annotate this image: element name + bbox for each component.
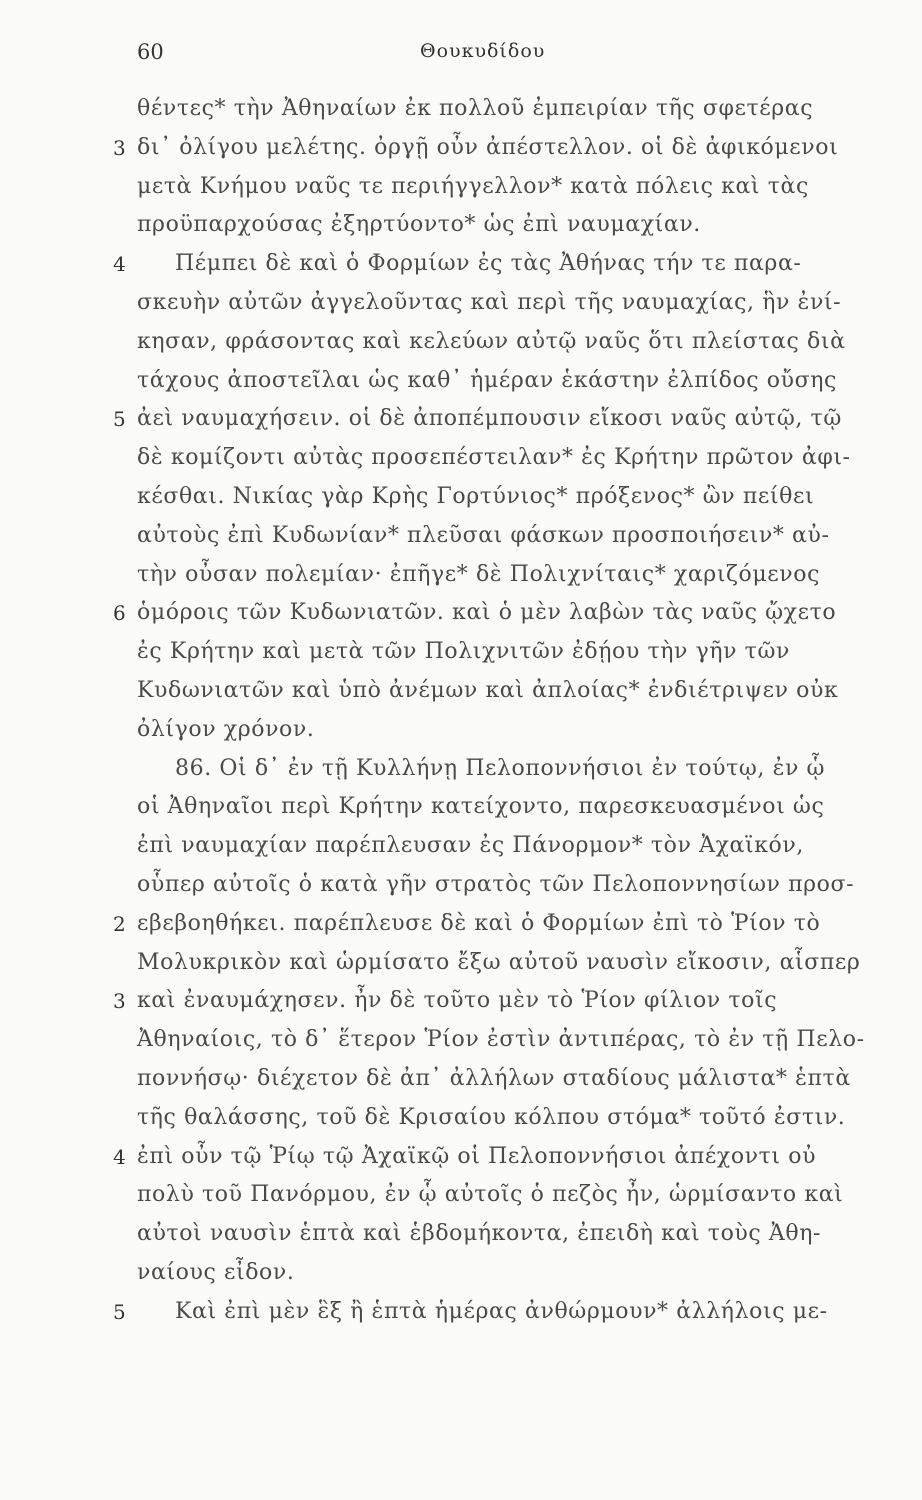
text-line [0, 866, 922, 905]
line-text: 86. Οἱ δ᾽ ἐν τῇ Κυλλήνῃ Πελοποννήσιοι ἐν τούτῳ, ἐν ᾧ [175, 755, 826, 781]
text-line [0, 711, 922, 750]
text-line [0, 400, 922, 439]
line-text: ἀεὶ ναυμαχήσειν. οἱ δὲ ἀποπέμπουσιν εἴκοσι ναῦς αὐτῷ, τῷ [137, 406, 842, 432]
text-line [0, 750, 922, 789]
line-text: δὲ κομίζοντι αὐτὰς προσεπέστειλαν* ἐς Κρήτην πρῶτον ἀφι- [137, 445, 851, 471]
text-line [0, 284, 922, 323]
text-line [0, 594, 922, 633]
text-line [0, 827, 922, 866]
line-text: πολὺ τοῦ Πανόρμου, ἐν ᾧ αὐτοῖς ὁ πεζὸς ἦν, ὡρμίσαντο καὶ [137, 1182, 844, 1208]
line-text: καὶ ἐναυμάχησεν. ἦν δὲ τοῦτο μὲν τὸ Ῥίον φίλιον τοῖς [137, 988, 778, 1014]
line-text: ὀλίγον χρόνον. [137, 716, 315, 742]
line-text: αὐτοὺς ἐπὶ Κυδωνίαν* πλεῦσαι φάσκων προσποιήσειν* αὐ- [137, 522, 830, 548]
line-text: εβεβοηθήκει. παρέπλευσε δὲ καὶ ὁ Φορμίων ἐπὶ τὸ Ῥίον τὸ [137, 910, 821, 936]
text-line [0, 129, 922, 168]
section-number: 3 [113, 989, 127, 1014]
line-text: σκευὴν αὐτῶν ἀγγελοῦντας καὶ περὶ τῆς ναυμαχίας, ἣν ἐνί- [137, 289, 842, 315]
text-line [0, 90, 922, 129]
text-line [0, 633, 922, 672]
text-line [0, 788, 922, 827]
text-line [0, 1099, 922, 1138]
line-text: οἱ Ἀθηναῖοι περὶ Κρήτην κατείχοντο, παρεσκευασμένοι ὡς [137, 794, 825, 820]
line-text: ἐς Κρήτην καὶ μετὰ τῶν Πολιχνιτῶν ἐδῄου τὴν γῆν τῶν [137, 639, 790, 665]
text-line [0, 517, 922, 556]
line-text: θέντες* τὴν Ἀθηναίων ἐκ πολλοῦ ἐμπειρίαν τῆς σφετέρας [137, 96, 814, 121]
page-number: 60 [137, 40, 164, 64]
line-text: ἐπὶ οὖν τῷ Ῥίῳ τῷ Ἀχαϊκῷ οἱ Πελοποννήσιοι ἀπέχοντι οὐ [137, 1143, 817, 1169]
line-text: Πέμπει δὲ καὶ ὁ Φορμίων ἐς τὰς Ἀθήνας τήν τε παρα- [175, 251, 802, 277]
text-line [0, 944, 922, 983]
line-text: μετὰ Κνήμου ναῦς τε περιήγγελλον* κατὰ πόλεις καὶ τὰς [137, 173, 809, 199]
line-text: προϋπαρχούσας ἐξηρτύοντο* ὡς ἐπὶ ναυμαχίαν. [137, 212, 701, 238]
text-line [0, 439, 922, 478]
text-line [0, 982, 922, 1021]
text-line [0, 1215, 922, 1254]
line-text: τὴν οὖσαν πολεμίαν· ἐπῆγε* δὲ Πολιχνίταις* χαριζόμενος [137, 561, 821, 587]
text-line [0, 672, 922, 711]
section-number: 4 [113, 252, 127, 277]
text-line [0, 478, 922, 517]
text-line [0, 168, 922, 207]
running-title: Θουκυδίδου [420, 40, 546, 62]
line-text: δι᾽ ὀλίγου μελέτης. ὀργῇ οὖν ἀπέστελλον. οἱ δὲ ἀφικόμενοι [137, 134, 839, 160]
text-line [0, 1176, 922, 1215]
text-line [0, 1293, 922, 1332]
text-line [0, 556, 922, 595]
text-line [0, 905, 922, 944]
text-line [0, 1060, 922, 1099]
text-line [0, 206, 922, 245]
line-text: τάχους ἀποστεῖλαι ὡς καθ᾽ ἡμέραν ἑκάστην ἐλπίδος οὔσης [137, 367, 837, 393]
section-number: 3 [113, 135, 127, 160]
section-number: 4 [113, 1144, 127, 1169]
line-text: ναίους εἶδον. [137, 1259, 295, 1285]
text-line [0, 1138, 922, 1177]
section-number: 5 [113, 407, 127, 432]
line-text: τῆς θαλάσσης, τοῦ δὲ Κρισαίου κόλπου στόμα* τοῦτό ἐστιν. [137, 1104, 846, 1130]
line-text: αὐτοὶ ναυσὶν ἑπτὰ καὶ ἑβδομήκοντα, ἐπειδὴ καὶ τοὺς Ἀθη- [137, 1221, 822, 1247]
line-text: Καὶ ἐπὶ μὲν ἓξ ἢ ἑπτὰ ἡμέρας ἀνθώρμουν* ἀλλήλοις με- [175, 1298, 828, 1324]
text-body [0, 90, 922, 1332]
section-number: 2 [113, 911, 127, 936]
line-text: ποννήσῳ· διέχετον δὲ ἀπ᾽ ἀλλήλων σταδίους μάλιστα* ἑπτὰ [137, 1065, 851, 1091]
page-header [0, 38, 922, 74]
line-text: Κυδωνιατῶν καὶ ὑπὸ ἀνέμων καὶ ἀπλοίας* ἐνδιέτριψεν οὐκ [137, 677, 839, 703]
line-text: ὁμόροις τῶν Κυδωνιατῶν. καὶ ὁ μὲν λαβὼν τὰς ναῦς ᾤχετο [137, 600, 837, 626]
text-line [0, 1254, 922, 1293]
line-text: Ἀθηναίοις, τὸ δ᾽ ἕτερον Ῥίον ἐστὶν ἀντιπέρας, τὸ ἐν τῇ Πελο- [137, 1027, 865, 1053]
section-number: 5 [113, 1299, 127, 1324]
line-text: κέσθαι. Νικίας γὰρ Κρὴς Γορτύνιος* πρόξενος* ὢν πείθει [137, 483, 815, 509]
line-text: οὗπερ αὐτοῖς ὁ κατὰ γῆν στρατὸς τῶν Πελοποννησίων προσ- [137, 871, 855, 897]
line-text: κησαν, φράσοντας καὶ κελεύων αὐτῷ ναῦς ὅτι πλείστας διὰ [137, 328, 846, 354]
text-line [0, 1021, 922, 1060]
text-line [0, 245, 922, 284]
line-text: Μολυκρικὸν καὶ ὡρμίσατο ἔξω αὐτοῦ ναυσὶν εἴκοσιν, αἷσπερ [137, 949, 861, 975]
text-line [0, 362, 922, 401]
text-line [0, 323, 922, 362]
line-text: ἐπὶ ναυμαχίαν παρέπλευσαν ἐς Πάνορμον* τὸν Ἀχαϊκόν, [137, 833, 804, 859]
section-number: 6 [113, 601, 127, 626]
